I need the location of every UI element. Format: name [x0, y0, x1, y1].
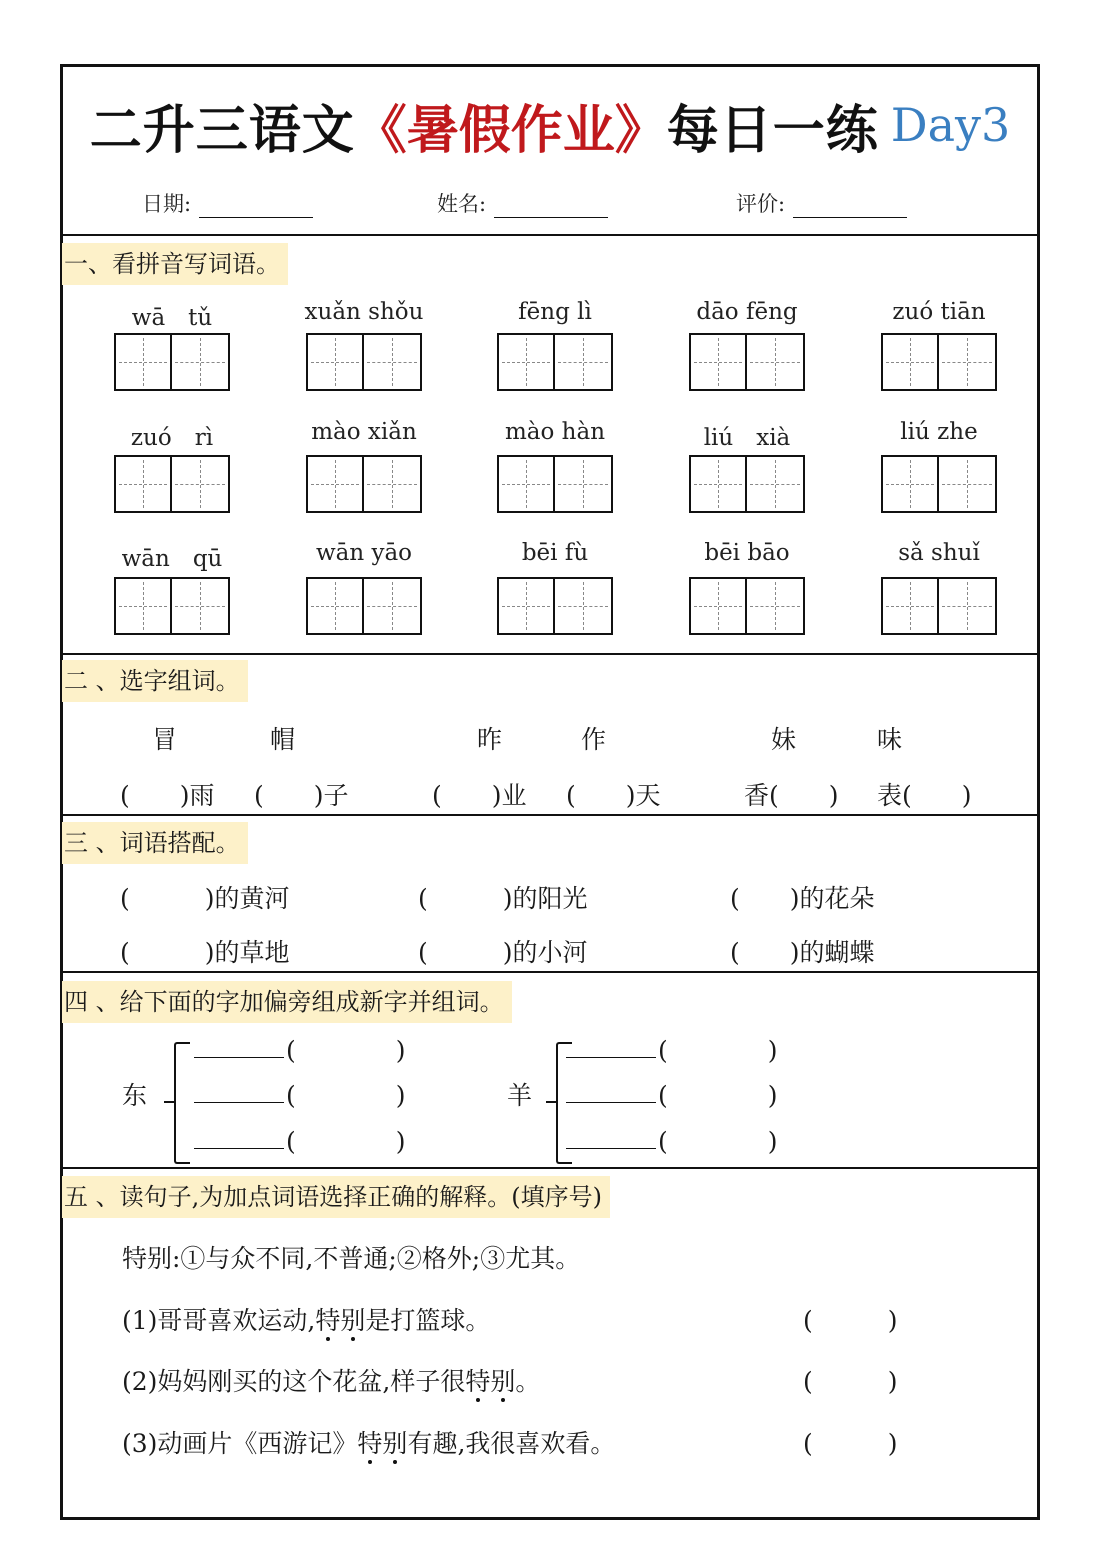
writing-cell[interactable]: [555, 333, 613, 391]
writing-cell[interactable]: [364, 333, 422, 391]
pinyin-label: fēng lì: [518, 299, 592, 325]
divider: [60, 1167, 1040, 1169]
title-day: Day3: [890, 98, 1011, 152]
fill-line[interactable]: [194, 1148, 284, 1149]
answer-blank[interactable]: ( ): [803, 1367, 898, 1396]
grade-blank[interactable]: [793, 193, 907, 218]
pinyin-label: xuǎn shǒu: [304, 299, 424, 325]
pinyin-label: mào xiǎn: [311, 419, 417, 445]
writing-grid[interactable]: [881, 455, 997, 513]
writing-grid[interactable]: [689, 455, 805, 513]
pinyin-label: mào hàn: [504, 419, 606, 445]
fill-line[interactable]: [194, 1057, 284, 1058]
writing-grid[interactable]: [497, 455, 613, 513]
writing-cell[interactable]: [747, 455, 805, 513]
writing-grid[interactable]: [114, 577, 230, 635]
divider: [60, 653, 1040, 655]
pinyin-label: wā tǔ: [131, 305, 213, 331]
option-char: 味: [877, 725, 903, 754]
answer-blank[interactable]: ( ): [803, 1429, 898, 1458]
section5-title: 五 、读句子,为加点词语选择正确的解释。(填序号): [62, 1176, 610, 1218]
definition-text: 特别:①与众不同,不普通;②格外;③尤其。: [122, 1244, 581, 1273]
writing-grid[interactable]: [306, 333, 422, 391]
writing-cell[interactable]: [364, 577, 422, 635]
writing-cell[interactable]: [939, 455, 997, 513]
writing-cell[interactable]: [306, 333, 364, 391]
name-blank[interactable]: [494, 193, 608, 218]
writing-cell[interactable]: [497, 455, 555, 513]
option-char: 作: [581, 725, 607, 754]
title-grade: 二升三语文: [89, 100, 355, 161]
word-paren[interactable]: ( ): [658, 1036, 778, 1065]
word-blank[interactable]: 表( ): [877, 781, 972, 810]
writing-cell[interactable]: [114, 577, 172, 635]
word-paren[interactable]: ( ): [286, 1036, 406, 1065]
word-paren[interactable]: ( ): [286, 1127, 406, 1156]
pinyin-label: wān yāo: [315, 540, 413, 566]
date-blank[interactable]: [199, 193, 313, 218]
dotted-word: 特别: [357, 1429, 407, 1458]
writing-grid[interactable]: [306, 577, 422, 635]
word-paren[interactable]: ( ): [286, 1081, 406, 1110]
writing-cell[interactable]: [881, 333, 939, 391]
date-field[interactable]: [142, 188, 313, 218]
question-3: (3)动画片《西游记》特别 有趣,我很喜欢看。: [122, 1424, 615, 1460]
match-blank[interactable]: ( )的蝴蝶: [730, 938, 875, 967]
writing-cell[interactable]: [939, 333, 997, 391]
option-char: 冒: [152, 725, 178, 754]
writing-cell[interactable]: [114, 455, 172, 513]
section1-title: 一、看拼音写词语。: [62, 243, 288, 285]
grade-field[interactable]: [736, 188, 907, 218]
writing-cell[interactable]: [114, 333, 172, 391]
question-2: (2)妈妈刚买的这个花盆,样子很特别 。: [122, 1362, 540, 1398]
writing-grid[interactable]: [497, 577, 613, 635]
match-blank[interactable]: ( )的草地: [120, 938, 290, 967]
info-row: [60, 188, 1040, 232]
pinyin-label: zuó tiān: [892, 299, 986, 325]
section4-title: 四 、给下面的字加偏旁组成新字并组词。: [62, 981, 512, 1023]
writing-cell[interactable]: [689, 455, 747, 513]
writing-cell[interactable]: [881, 577, 939, 635]
match-blank[interactable]: ( )的花朵: [730, 884, 875, 913]
option-char: 昨: [477, 725, 503, 754]
page-title: [60, 64, 1040, 186]
option-char: 帽: [270, 725, 296, 754]
date-label: 日期:: [142, 192, 192, 216]
writing-cell[interactable]: [747, 333, 805, 391]
name-label: 姓名:: [437, 192, 487, 216]
writing-cell[interactable]: [172, 577, 230, 635]
writing-cell[interactable]: [939, 577, 997, 635]
writing-cell[interactable]: [497, 333, 555, 391]
writing-cell[interactable]: [364, 455, 422, 513]
word-paren[interactable]: ( ): [658, 1127, 778, 1156]
writing-cell[interactable]: [306, 455, 364, 513]
pinyin-label: bēi bāo: [704, 540, 790, 566]
section2-title: 二 、选字组词。: [62, 660, 248, 702]
match-blank[interactable]: ( )的黄河: [120, 884, 290, 913]
writing-grid[interactable]: [689, 333, 805, 391]
writing-cell[interactable]: [881, 455, 939, 513]
pinyin-label: sǎ shuǐ: [898, 540, 980, 566]
divider: [60, 814, 1040, 816]
writing-cell[interactable]: [172, 333, 230, 391]
pinyin-label: dāo fēng: [696, 299, 798, 325]
writing-grid[interactable]: [881, 333, 997, 391]
word-blank[interactable]: ( )业: [432, 781, 527, 810]
option-char: 妹: [771, 725, 797, 754]
match-blank[interactable]: ( )的阳光: [418, 884, 588, 913]
writing-grid[interactable]: [114, 455, 230, 513]
divider: [60, 971, 1040, 973]
writing-cell[interactable]: [555, 577, 613, 635]
bracket-nub: [546, 1101, 556, 1103]
word-blank[interactable]: ( )子: [254, 781, 349, 810]
match-blank[interactable]: ( )的小河: [418, 938, 588, 967]
writing-grid[interactable]: [497, 333, 613, 391]
fill-line[interactable]: [566, 1148, 656, 1149]
writing-cell[interactable]: [306, 577, 364, 635]
pinyin-label: wān qū: [121, 546, 223, 572]
dotted-word: 特别: [465, 1367, 515, 1396]
fill-line[interactable]: [566, 1057, 656, 1058]
pinyin-label: bēi fù: [521, 540, 589, 566]
word-blank[interactable]: ( )天: [566, 781, 661, 810]
word-blank[interactable]: ( )雨: [120, 781, 215, 810]
fill-line[interactable]: [194, 1102, 284, 1103]
title-daily: 每日一练: [666, 100, 879, 161]
radical-char: 东: [122, 1081, 148, 1110]
writing-cell[interactable]: [747, 577, 805, 635]
writing-grid[interactable]: [114, 333, 230, 391]
writing-grid[interactable]: [306, 455, 422, 513]
word-paren[interactable]: ( ): [658, 1081, 778, 1110]
pinyin-label: liú xià: [703, 425, 791, 451]
dotted-word: 特别: [315, 1306, 365, 1335]
answer-blank[interactable]: ( ): [803, 1306, 898, 1335]
grade-label: 评价:: [736, 192, 786, 216]
bracket: [174, 1042, 190, 1164]
writing-grid[interactable]: [689, 577, 805, 635]
pinyin-label: zuó rì: [130, 425, 214, 451]
writing-cell[interactable]: [497, 577, 555, 635]
writing-cell[interactable]: [689, 333, 747, 391]
word-blank[interactable]: 香( ): [744, 781, 839, 810]
divider: [60, 234, 1040, 236]
question-1: (1)哥哥喜欢运动,特别 是打篮球。: [122, 1301, 490, 1337]
bracket-nub: [164, 1101, 174, 1103]
title-homework: 《暑假作业》: [354, 100, 667, 161]
radical-char: 羊: [507, 1081, 533, 1110]
bracket: [556, 1042, 572, 1164]
writing-cell[interactable]: [555, 455, 613, 513]
writing-grid[interactable]: [881, 577, 997, 635]
writing-cell[interactable]: [172, 455, 230, 513]
pinyin-label: liú zhe: [900, 419, 978, 445]
name-field[interactable]: [437, 188, 608, 218]
section3-title: 三 、词语搭配。: [62, 822, 248, 864]
writing-cell[interactable]: [689, 577, 747, 635]
fill-line[interactable]: [566, 1102, 656, 1103]
